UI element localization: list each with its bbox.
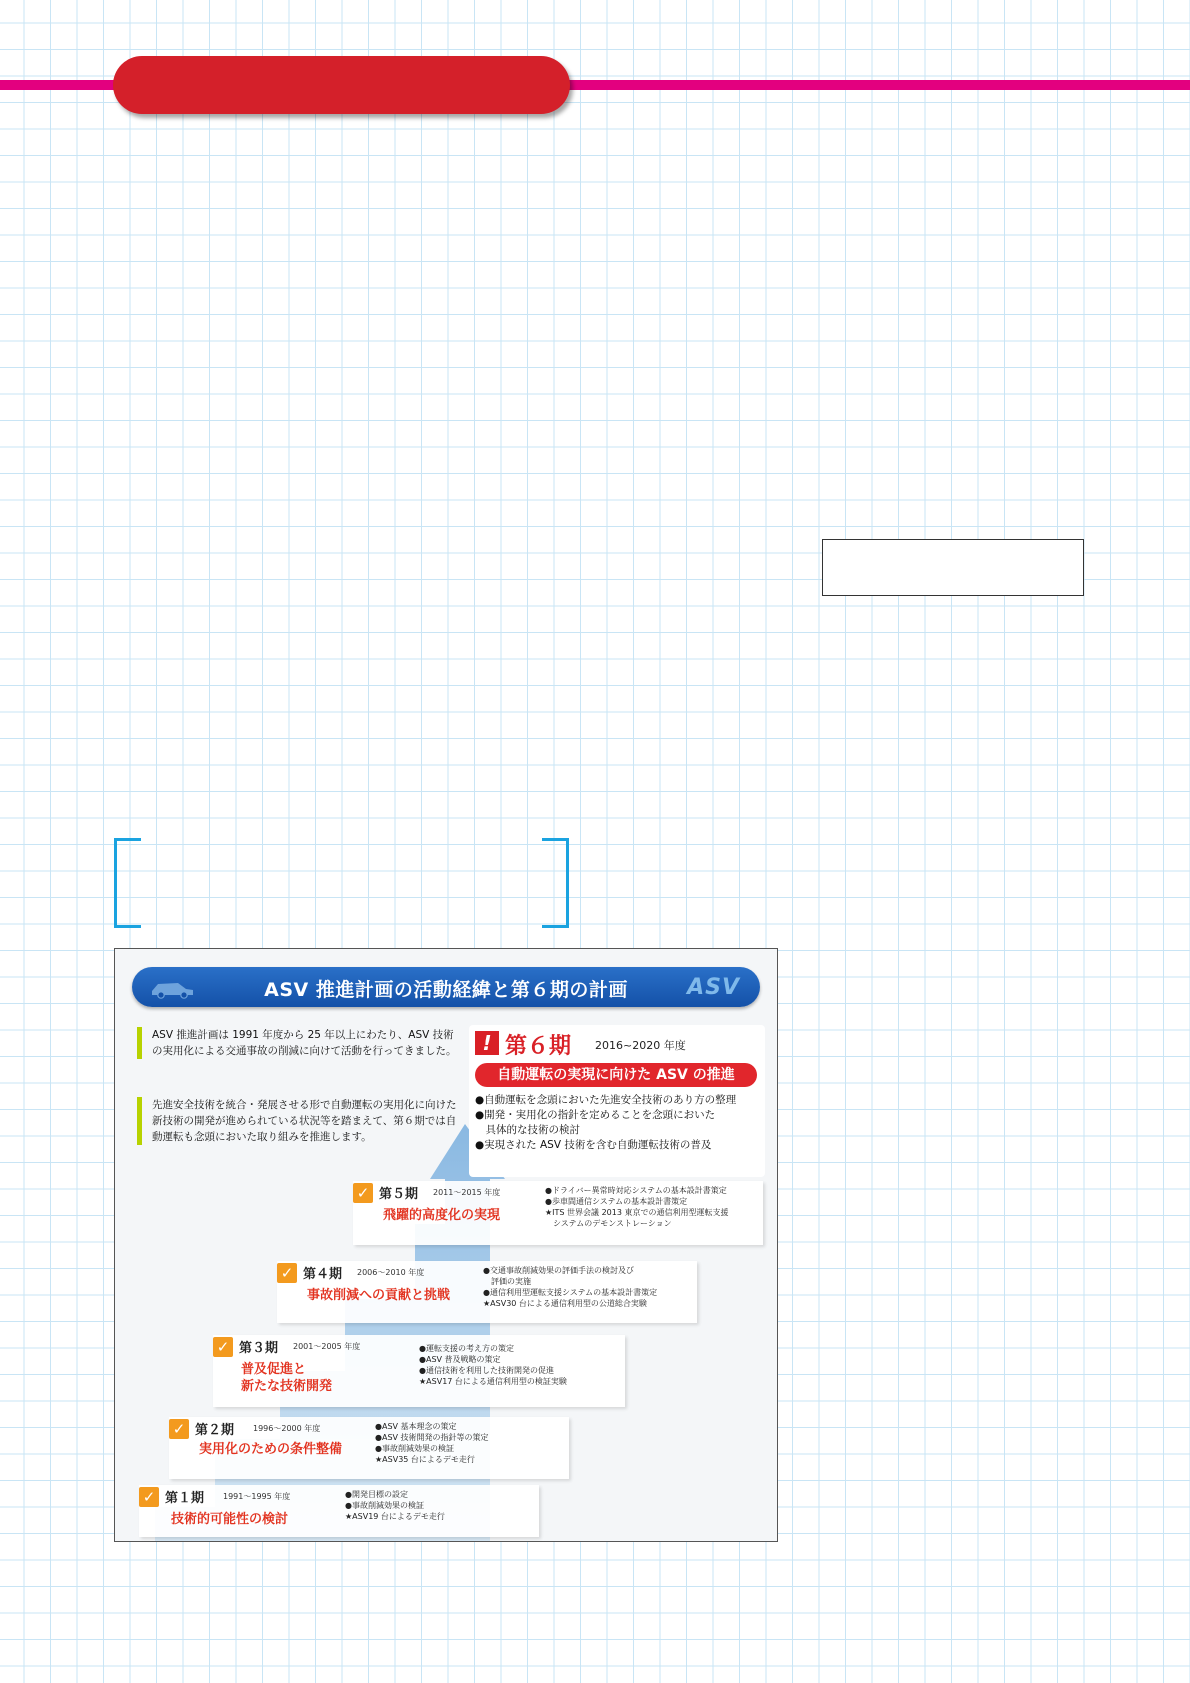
bullet: ●通信利用型運転支援システムの基本設計書策定: [483, 1288, 658, 1297]
bullet: ●通信技術を利用した技術開発の促進: [419, 1366, 554, 1375]
phase-label: 第２期: [195, 1423, 235, 1438]
bullet: ●ASV 基本理念の策定: [375, 1422, 457, 1431]
check-icon: ✓: [213, 1337, 233, 1357]
asv-plan-figure: [114, 948, 778, 1542]
phase-4-step: [277, 1261, 697, 1323]
intro-paragraph-1: ASV 推進計画は 1991 年度から 25 年以上にわたり、ASV 技術の実用化による交通事故の削減に向けて活動を行ってきました。: [137, 1027, 457, 1059]
phase-bullets: [483, 1265, 657, 1309]
phase-6-bullets: [475, 1093, 759, 1153]
phase-years: 1991～1995 年度: [223, 1492, 291, 1501]
bullet: ★ASV19 台によるデモ走行: [345, 1512, 445, 1521]
phase-years: 2006～2010 年度: [357, 1268, 425, 1277]
bullet: システムのデモンストレーション: [545, 1219, 672, 1228]
heading-bracket-right: [542, 838, 569, 928]
bullet: ●事故削減効果の検証: [345, 1501, 424, 1510]
phase-3-step: [213, 1335, 625, 1407]
asv-logo: ASV: [687, 975, 740, 1000]
bullet: ●開発目標の設定: [345, 1490, 408, 1499]
phase-2-step: [169, 1417, 569, 1479]
phase-6-label: 第６期: [505, 1034, 572, 1059]
exclamation-icon: !: [475, 1031, 499, 1055]
phase-title: 飛躍的高度化の実現: [383, 1208, 501, 1223]
phase-6-years: 2016~2020 年度: [595, 1039, 686, 1052]
phase-label: 第３期: [239, 1341, 279, 1356]
caption-box: [822, 539, 1084, 596]
check-icon: ✓: [277, 1263, 297, 1283]
phase-title: 技術的可能性の検討: [171, 1512, 289, 1527]
section-heading-banner: [113, 56, 570, 114]
figure-title-bar: [132, 967, 760, 1007]
check-icon: ✓: [169, 1419, 189, 1439]
bullet: ●事故削減効果の検証: [375, 1444, 454, 1453]
phase-1-step: [139, 1485, 539, 1537]
bullet: ●ASV 普及戦略の策定: [419, 1355, 501, 1364]
bullet: ★ITS 世界会議 2013 東京での通信利用型運転支援: [545, 1208, 729, 1217]
bullet: ★ASV35 台によるデモ走行: [375, 1455, 475, 1464]
phase-title: 事故削減への貢献と挑戦: [307, 1288, 451, 1303]
phase-years: 1996～2000 年度: [253, 1424, 321, 1433]
bullet: 具体的な技術の検討: [475, 1124, 580, 1136]
check-icon: ✓: [353, 1183, 373, 1203]
bullet: ●実現された ASV 技術を含む自動運転技術の普及: [475, 1139, 712, 1151]
bullet: ●開発・実用化の指針を定めることを念頭においた: [475, 1109, 716, 1121]
figure-title: ASV 推進計画の活動経緯と第６期の計画: [264, 979, 628, 1001]
phase-6-subtitle: 自動運転の実現に向けた ASV の推進: [475, 1063, 757, 1087]
phase-6-box: [469, 1025, 765, 1177]
check-icon: ✓: [139, 1487, 159, 1507]
bullet: ●ドライバー異常時対応システムの基本設計書策定: [545, 1186, 727, 1195]
phase-bullets: [545, 1185, 728, 1229]
bullet: ●交通事故削減効果の評価手法の検討及び: [483, 1266, 634, 1275]
phase-bullets: [345, 1489, 445, 1522]
phase-label: 第５期: [379, 1187, 419, 1202]
heading-bracket-left: [114, 838, 141, 928]
phase-bullets: [419, 1343, 567, 1387]
bullet: 評価の実施: [483, 1277, 531, 1286]
phase-5-step: [353, 1181, 763, 1245]
phase-title: 普及促進と: [241, 1362, 307, 1377]
phase-years: 2011～2015 年度: [433, 1188, 501, 1197]
bullet: ●歩車間通信システムの基本設計書策定: [545, 1197, 688, 1206]
phase-title: 実用化のための条件整備: [199, 1442, 343, 1457]
bullet: ●ASV 技術開発の指針等の策定: [375, 1433, 489, 1442]
phase-label: 第４期: [303, 1267, 343, 1282]
phase-bullets: [375, 1421, 489, 1465]
phase-label: 第１期: [165, 1491, 205, 1506]
bullet: ★ASV30 台による通信利用型の公道総合実験: [483, 1299, 647, 1308]
bullet: ●運転支援の考え方の策定: [419, 1344, 514, 1353]
phase-years: 2001～2005 年度: [293, 1342, 361, 1351]
intro-paragraph-2: 先進安全技術を統合・発展させる形で自動運転の実用化に向けた新技術の開発が進められている状況等を踏まえて、第６期では自動運転も念頭においた取り組みを推進します。: [137, 1097, 457, 1145]
bullet: ●自動運転を念頭においた先進安全技術のあり方の整理: [475, 1094, 737, 1106]
phase-title: 新たな技術開発: [241, 1379, 333, 1394]
bullet: ★ASV17 台による通信利用型の検証実験: [419, 1377, 567, 1386]
